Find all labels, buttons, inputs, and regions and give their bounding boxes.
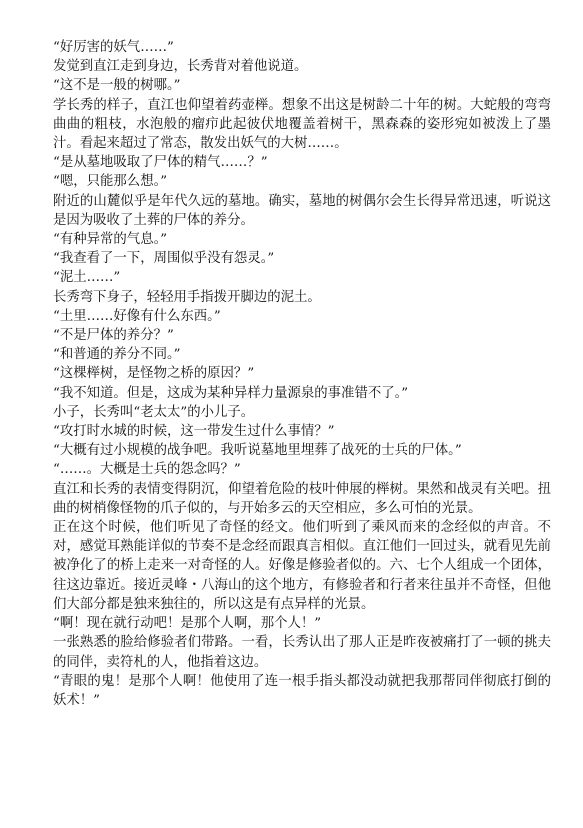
- paragraph: 一张熟悉的脸给修验者们带路。一看，长秀认出了那人正是昨夜被痛打了一顿的挑夫的同伴，卖符札的人，他指着这边。: [53, 635, 551, 670]
- paragraph: “我不知道。但是，这成为某种异样力量源泉的事准错不了。”: [53, 385, 409, 401]
- paragraph: 长秀弯下身子，轻轻用手指拨开脚边的泥土。: [53, 289, 321, 305]
- paragraph: 学长秀的样子，直江也仰望着药壶榉。想象不出这是树龄二十年的树。大蛇般的弯弯曲曲的粗枝，水泡般的瘤疖此起彼伏地覆盖着树干，黑森森的姿形宛如被泼上了墨汁。看起来超过了常态，散发出妖气的大树……。: [53, 97, 551, 152]
- paragraph: “……。大概是士兵的怨念吗？”: [53, 462, 241, 478]
- paragraph: “不是尸体的养分？”: [53, 328, 174, 344]
- paragraph: “大概有过小规模的战争吧。我听说墓地里埋葬了战死的士兵的尸体。”: [53, 443, 462, 459]
- paragraph: “攻打时水城的时候，这一带发生过什么事情？”: [53, 424, 335, 440]
- paragraph: “嗯，只能那么想。”: [53, 174, 168, 190]
- paragraph: “啊！现在就行动吧！是那个人啊，那个人！”: [53, 616, 322, 632]
- paragraph: “和普通的养分不同。”: [53, 347, 181, 363]
- paragraph: “土里……好像有什么东西。”: [53, 308, 221, 324]
- paragraph: “是从墓地吸取了尸体的精气……？”: [53, 155, 268, 171]
- paragraph: “有种异常的气息。”: [53, 232, 168, 248]
- paragraph: “这不是一般的树哪。”: [53, 78, 181, 94]
- paragraph: 直江和长秀的表情变得阴沉，仰望着危险的枝叶伸展的榉树。果然和战灵有关吧。扭曲的树梢像怪物的爪子似的，与开始多云的天空相应，多么可怕的光景。: [53, 481, 551, 516]
- paragraph: 小子，长秀叫“老太太”的小儿子。: [53, 404, 255, 420]
- paragraph: “这棵榉树，是怪物之桥的原因？”: [53, 366, 255, 382]
- document-body: [53, 38, 551, 710]
- paragraph: “好厉害的妖气……”: [53, 40, 174, 55]
- paragraph: “我查看了一下，周围似乎没有怨灵。”: [53, 251, 275, 267]
- paragraph: “泥土……”: [53, 270, 121, 286]
- paragraph: 发觉到直江走到身边，长秀背对着他说道。: [53, 59, 308, 75]
- paragraph: “青眼的鬼！是那个人啊！他使用了连一根手指头都没动就把我那帮同伴彻底打倒的妖术！”: [53, 673, 551, 708]
- paragraph: 附近的山麓似乎是年代久远的墓地。确实，墓地的树偶尔会生长得异常迅速，听说这是因为吸收了土葬的尸体的养分。: [53, 193, 551, 228]
- paragraph: 正在这个时候，他们听见了奇怪的经文。他们听到了乘风而来的念经似的声音。不对，感觉耳熟能详似的节奏不是念经而跟真言相似。直江他们一回过头，就看见先前被净化了的桥上走来一对奇怪的人。好像是修验者似的。六、七个人组成一个团体，往这边靠近。接近灵峰・八海山的这个地方，有修验者和行者来往虽并不奇怪，但他们大部分都是独来独往的，所以这是有点异样的光景。: [53, 520, 551, 612]
